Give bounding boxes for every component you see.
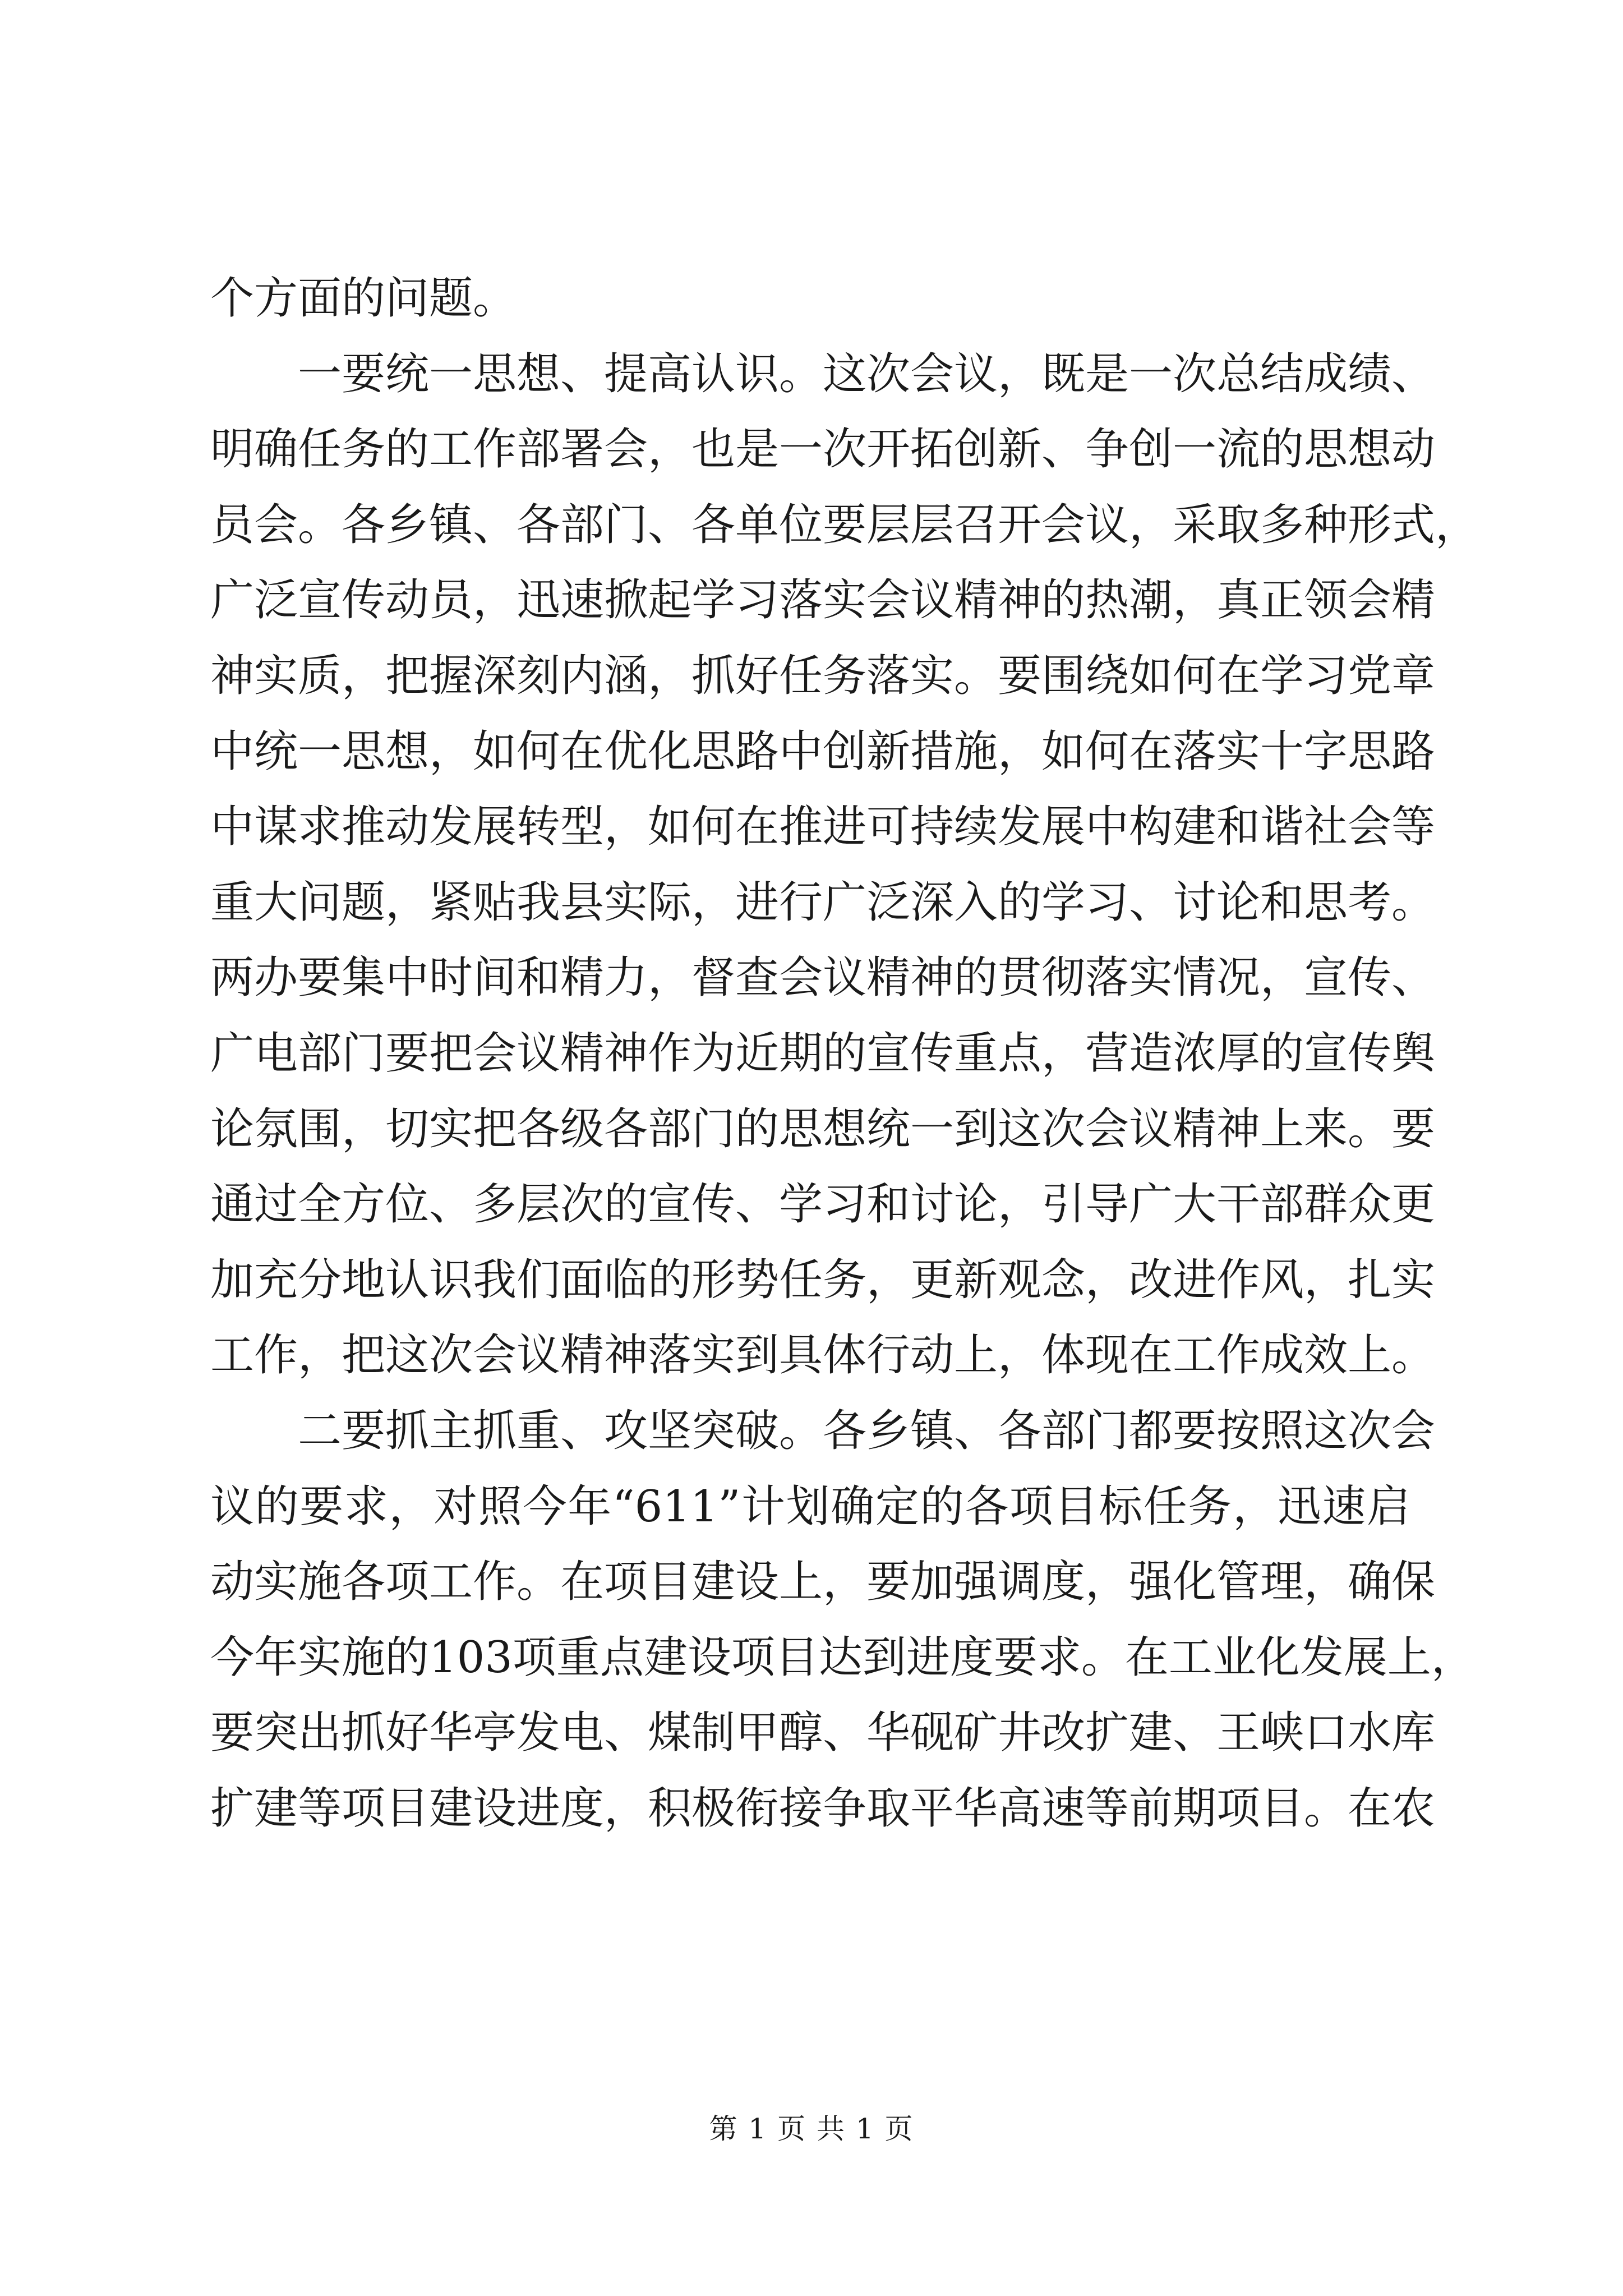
text-line: 动实施各项工作。在项目建设上，要加强调度，强化管理，确保 [210,1557,1436,1608]
text-line: 议的要求，对照今年“611”计划确定的各项目标任务，迅速启 [210,1481,1410,1532]
text-line: 今年实施的103项重点建设项目达到进度要求。在工业化发展上， [210,1632,1475,1683]
text-line: 两办要集中时间和精力，督查会议精神的贯彻落实情况，宣传、 [210,953,1436,1004]
text-line: 神实质，把握深刻内涵，抓好任务落实。要围绕如何在学习党章 [210,650,1436,701]
text-line: 要突出抓好华亭发电、煤制甲醇、华砚矿井改扩建、王峡口水库 [210,1708,1436,1759]
text-line: 个方面的问题。 [210,273,517,324]
text-line: 二要抓主抓重、攻坚突破。各乡镇、各部门都要按照这次会 [298,1405,1436,1456]
text-line: 员会。各乡镇、各部门、各单位要层层召开会议，采取多种形式， [210,499,1479,550]
text-line: 重大问题，紧贴我县实际，进行广泛深入的学习、讨论和思考。 [210,877,1436,928]
document-body [210,261,1479,1846]
text-line: 中统一思想，如何在优化思路中创新措施，如何在落实十字思路 [210,726,1436,777]
text-line: 工作，把这次会议精神落实到具体行动上，体现在工作成效上。 [210,1330,1436,1381]
text-line: 广泛宣传动员，迅速掀起学习落实会议精神的热潮，真正领会精 [210,575,1436,626]
text-line: 一要统一思想、提高认识。这次会议，既是一次总结成绩、 [298,348,1436,399]
text-line: 明确任务的工作部署会，也是一次开拓创新、争创一流的思想动 [210,424,1436,475]
text-line: 论氛围，切实把各级各部门的思想统一到这次会议精神上来。要 [210,1103,1436,1154]
text-line: 广电部门要把会议精神作为近期的宣传重点，营造浓厚的宣传舆 [210,1028,1436,1079]
text-line: 扩建等项目建设进度，积极衔接争取平华高速等前期项目。在农 [210,1783,1436,1834]
page-number-footer: 第 1 页 共 1 页 [709,2113,914,2145]
text-line: 通过全方位、多层次的宣传、学习和讨论，引导广大干部群众更 [210,1179,1436,1230]
text-line: 中谋求推动发展转型，如何在推进可持续发展中构建和谐社会等 [210,802,1436,853]
text-line: 加充分地认识我们面临的形势任务，更新观念，改进作风，扎实 [210,1254,1436,1305]
